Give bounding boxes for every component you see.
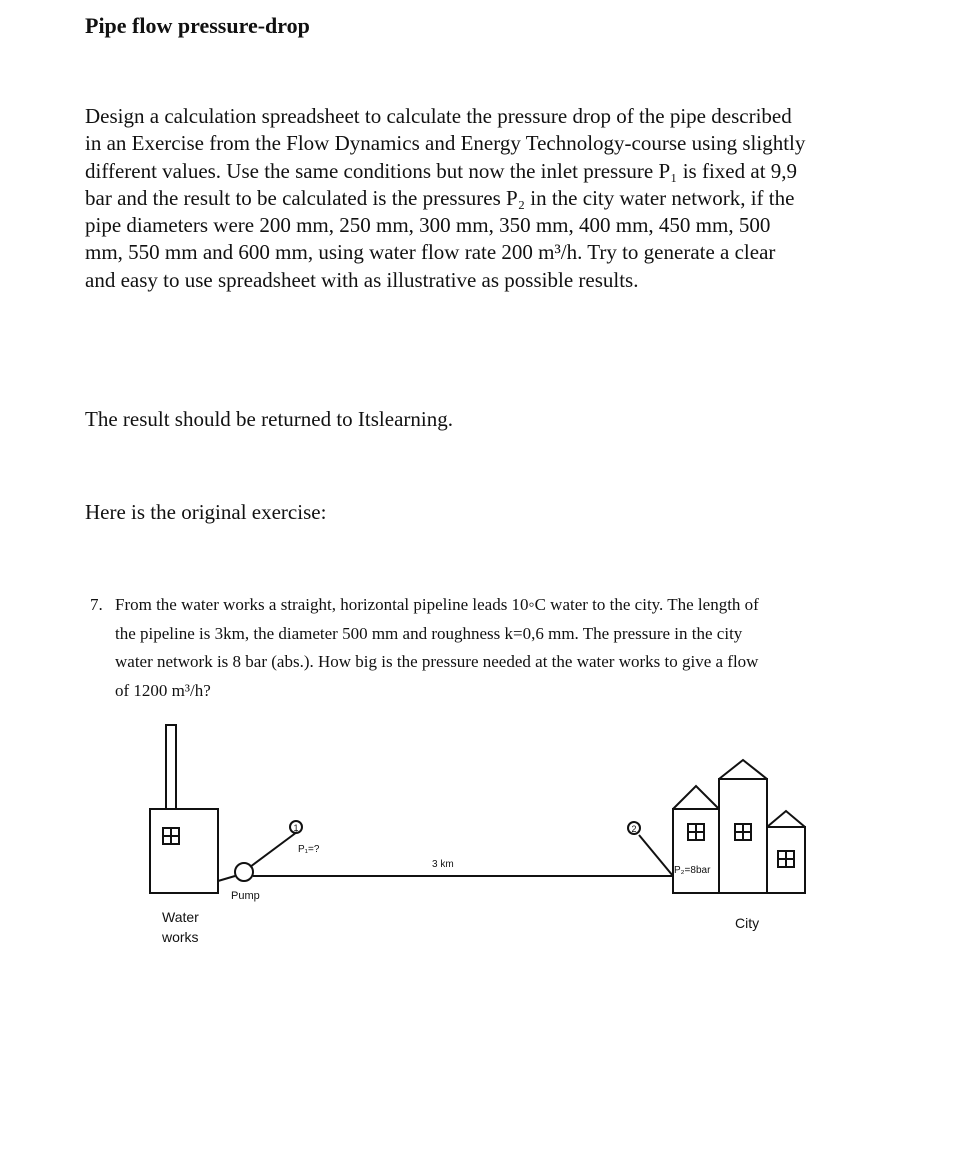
exercise-number: 7. (90, 595, 103, 614)
p1-label: P₁=? (298, 844, 320, 855)
exercise-line: the pipeline is 3km, the diameter 500 mm and roughness k=0,6 mm. The pressure in the city (115, 623, 743, 643)
water-works-building (150, 725, 218, 893)
city-label: City (735, 915, 760, 931)
pipe-riser-inlet (250, 832, 297, 867)
exercise-line: water network is 8 bar (abs.). How big is the pressure needed at the water works to give a flow (115, 652, 759, 671)
p2-label: P₂=8bar (674, 865, 711, 876)
assignment-line: pipe diameters were 200 mm, 250 mm, 300 mm, 350 mm, 400 mm, 450 mm, 500 (85, 213, 771, 238)
assignment-line: and easy to use spreadsheet with as illustrative as possible results. (85, 267, 639, 292)
exercise-line: From the water works a straight, horizontal pipeline leads 10◦C water to the city. The length of (115, 595, 759, 614)
point-2-label: 2 (631, 824, 637, 834)
water-works-label-line2: works (162, 929, 199, 945)
pump-label: Pump (231, 890, 260, 902)
water-works-label-line1: Water (162, 909, 199, 925)
page-title: Pipe flow pressure-drop (85, 13, 310, 38)
exercise-line: of 1200 m³/h? (115, 680, 211, 700)
pipe-riser-outlet (639, 835, 673, 876)
assignment-line: different values. Use the same conditions but now the inlet pressure P₁ is fixed at 9,9 (85, 158, 798, 183)
point-1-label: 1 (293, 823, 299, 833)
original-exercise-heading: Here is the original exercise: (85, 500, 327, 524)
return-note: The result should be returned to Itslearning. (85, 407, 453, 431)
assignment-line: mm, 550 mm and 600 mm, using water flow rate 200 m³/h. Try to generate a clear (85, 240, 776, 265)
assignment-line: bar and the result to be calculated is the pressures P₂ in the city water network, if the (85, 185, 795, 210)
assignment-line: in an Exercise from the Flow Dynamics and Energy Technology-course using slightly (85, 131, 806, 156)
assignment-line: Design a calculation spreadsheet to calculate the pressure drop of the pipe described (85, 104, 792, 128)
length-label: 3 km (432, 859, 454, 870)
